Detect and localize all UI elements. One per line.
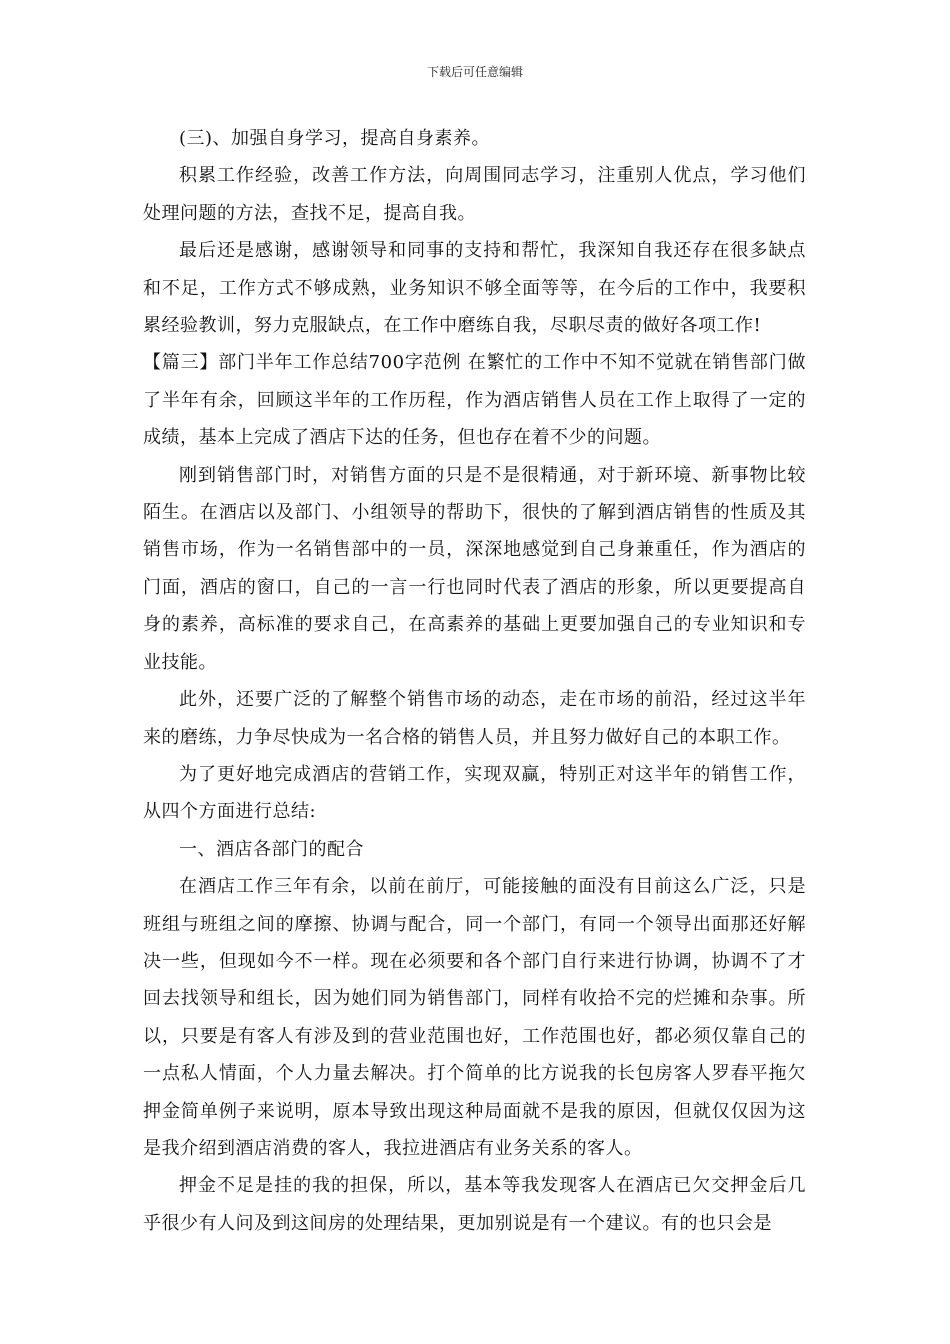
paragraph-section-three-heading: (三)、加强自身学习，提高自身素养。 — [179, 128, 491, 149]
paragraph-department-coordination: 在酒店工作三年有余，以前在前厅，可能接触的面没有目前这么广泛，只是班组与班组之间的摩擦、协调与配合，同一个部门，有同一个领导出面那还好解决一些，但现如今不一样。现在必须要和各个部门自行来进行协调，协调不了才回去找领导和组长，因为她们同为销售部门，同样有收拾不完的烂摊和杂事。所以，只要是有客人有涉及到的营业范围也好，工作范围也好，都必须仅靠自己的一点私人情面，个人力量去解决。打个简单的比方说我的长包房客人罗春平拖欠押金简单例子来说明，原本导致出现这种局面就不是我的原因，但就仅仅因为这是我介绍到酒店消费的客人，我拉进酒店有业务关系的客人。 — [143, 876, 806, 1159]
page-header-note: 下载后可任意编辑 — [426, 65, 523, 79]
paragraph-thanks: 最后还是感谢，感谢领导和同事的支持和帮忙，我深知自我还存在很多缺点和不足，工作方式不够成熟，业务知识不够全面等等，在今后的工作中，我要积累经验教训，努力克服缺点，在工作中磨练自我，尽职尽责的做好各项工作! — [143, 240, 806, 337]
paragraph-part-three-intro: 【篇三】部门半年工作总结700字范例 在繁忙的工作中不知不觉就在销售部门做了半年有余，回顾这半年的工作历程，作为酒店销售人员在工作上取得了一定的成绩，基本上完成了酒店下达的任务，但也存在着不少的问题。 — [143, 352, 806, 449]
paragraph-summary-intro: 为了更好地完成酒店的营销工作，实现双赢，特别正对这半年的销售工作，从四个方面进行总结: — [143, 763, 806, 823]
paragraph-joining-sales: 刚到销售部门时，对销售方面的只是不是很精通，对于新环境、新事物比较陌生。在酒店以及部门、小组领导的帮助下，很快的了解到酒店销售的性质及其销售市场，作为一名销售部中的一员，深深地感觉到自己身兼重任，作为酒店的门面，酒店的窗口，自己的一言一行也同时代表了酒店的形象，所以更要提高自身的素养，高标准的要求自己，在高素养的基础上更要加强自己的专业知识和专业技能。 — [143, 464, 806, 673]
paragraph-section-one-heading: 一、酒店各部门的配合 — [179, 838, 364, 860]
paragraph-deposit-guarantee: 押金不足是挂的我的担保，所以，基本等我发现客人在酒店已欠交押金后几乎很少有人问及到这间房的处理结果，更加别说是有一个建议。有的也只会是 — [143, 1175, 806, 1234]
document-body — [143, 120, 806, 1242]
paragraph-market-understanding: 此外，还要广泛的了解整个销售市场的动态，走在市场的前沿，经过这半年来的磨练，力争尽快成为一名合格的销售人员，并且努力做好自己的本职工作。 — [143, 689, 806, 748]
paragraph-accumulate-experience: 积累工作经验，改善工作方法，向周围同志学习，注重别人优点，学习他们处理问题的方法，查找不足，提高自我。 — [143, 165, 806, 224]
